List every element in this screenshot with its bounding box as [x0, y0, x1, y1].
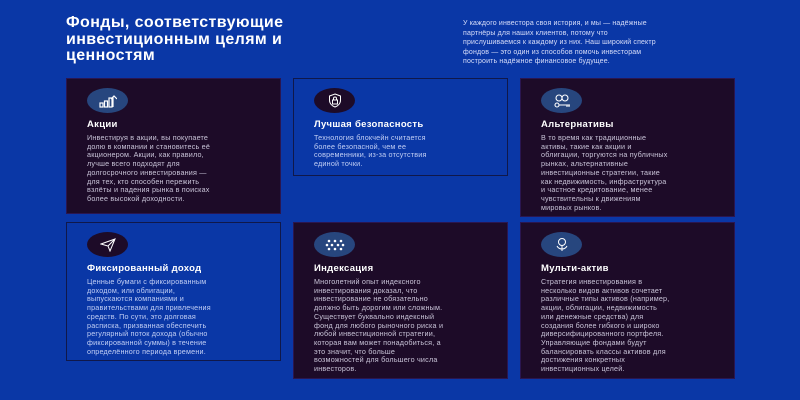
- description-line: В то время как традиционные: [541, 133, 647, 142]
- description-line: различные типы активов (например,: [541, 294, 670, 304]
- description-line: Многолетний опыт индексного: [314, 277, 421, 286]
- description-line: регулярный поток дохода (обычно: [87, 329, 208, 339]
- description-line: активы, такие как акции и: [541, 141, 632, 151]
- card-multi-asset[interactable]: [520, 222, 735, 379]
- description-line: любой инвестиционной стратегии,: [314, 329, 436, 339]
- description-line: более безопасной, чем ее: [314, 141, 407, 151]
- description-line: возможностей для большего числа: [314, 355, 438, 365]
- description-line: инвестирование не обязательно: [314, 294, 428, 304]
- chart-bars-icon: [87, 88, 128, 113]
- description-line: которая вам может понадобиться, а: [314, 337, 441, 347]
- description-line: должно быть дорогим или сложным.: [314, 303, 443, 313]
- card-title: Лучшая безопасность: [314, 119, 424, 130]
- title-line: Фонды, соответствующие: [66, 14, 284, 31]
- paper-plane-icon: [87, 232, 128, 257]
- description-line: современники, из-за отсутствия: [314, 150, 427, 160]
- description-line: Управляющие фондами будут: [541, 337, 647, 347]
- description-line: правительствами для привлечения: [87, 303, 211, 313]
- description-line: акции, облигации, недвижимость: [541, 303, 658, 313]
- intro-line: построить надёжное финансовое будущее.: [463, 58, 610, 65]
- description-line: инвестиционные стратегии, такие: [541, 167, 660, 177]
- card-description: [87, 134, 260, 204]
- description-line: несколько видов активов сочетает: [541, 285, 663, 295]
- description-line: Технология блокчейн считается: [314, 133, 426, 142]
- description-line: как недвижимость, инфраструктура: [541, 176, 667, 186]
- description-line: рынках, альтернативные: [541, 159, 629, 169]
- plant-coin-icon: [541, 232, 582, 257]
- description-line: инвестиционных целей.: [541, 364, 625, 374]
- description-line: создания более гибкого и широко: [541, 320, 660, 330]
- card-title: Альтернативы: [541, 119, 614, 130]
- description-line: инвесторов.: [314, 364, 357, 374]
- description-line: долгосрочного инвестирования —: [87, 167, 207, 177]
- card-description: [541, 134, 714, 212]
- description-line: Стратегия инвестирования в: [541, 277, 643, 286]
- intro-line: фондов — это один из способов помочь инвесторам: [463, 48, 642, 56]
- description-line: для тех, кто способен пережить: [87, 176, 200, 186]
- card-title: Фиксированный доход: [87, 263, 202, 274]
- description-line: доходом, или облигации,: [87, 285, 176, 295]
- description-line: мировых рынков.: [541, 202, 602, 212]
- description-line: выпускаются компаниями и: [87, 294, 184, 304]
- card-description: [541, 278, 714, 374]
- description-line: диверсифицированного портфеля.: [541, 329, 664, 339]
- intro-line: партнёры для наших клиентов, потому что: [463, 29, 608, 37]
- description-line: балансировать классы активов для: [541, 346, 666, 356]
- description-line: лучше всего подходят для: [87, 159, 180, 169]
- description-line: акционером. Акции, как правило,: [87, 150, 204, 160]
- description-line: определённого периода времени.: [87, 346, 206, 356]
- intro-line: прислушиваемся к каждому из них. Наш широкий спектр: [463, 39, 656, 46]
- description-line: инвестирования доказал, что: [314, 285, 418, 295]
- description-line: фиксированной суммы) в течение: [87, 337, 207, 347]
- intro-text: [463, 19, 656, 67]
- description-line: Ценные бумаги с фиксированным: [87, 277, 207, 286]
- card-title: Индексация: [314, 263, 374, 274]
- description-line: достижения конкретных: [541, 355, 626, 365]
- description-line: Существует буквально индексный: [314, 311, 435, 321]
- card-title: Акции: [87, 119, 118, 130]
- description-line: Инвестируя в акции, вы покупаете: [87, 133, 209, 142]
- description-line: расписка, призванная обеспечить: [87, 320, 207, 330]
- card-alternatives[interactable]: [520, 78, 735, 217]
- description-line: взлёты и падения рынка в поисках: [87, 185, 210, 195]
- description-line: это значит, что больше: [314, 346, 396, 356]
- card-fixed-income[interactable]: [66, 222, 281, 361]
- description-line: средств. По сути, это долговая: [87, 311, 196, 321]
- title-line: ценностям: [66, 47, 156, 64]
- card-security[interactable]: [293, 78, 508, 176]
- card-description: [314, 134, 487, 169]
- card-indexing[interactable]: [293, 222, 508, 379]
- description-line: единой точки.: [314, 159, 363, 169]
- network-icon: [314, 232, 355, 257]
- shield-lock-icon: [314, 88, 355, 113]
- intro-line: У каждого инвестора своя история, и мы — надёжные: [463, 20, 647, 27]
- description-line: облигации, торгуются на публичных: [541, 150, 668, 160]
- description-line: чувствительны к движениям: [541, 193, 641, 203]
- card-stocks[interactable]: [66, 78, 281, 214]
- description-line: фонд для любого рыночного риска и: [314, 320, 444, 330]
- card-description: [87, 278, 260, 356]
- description-line: долю в компании и становитесь её: [87, 141, 211, 151]
- card-title: Мульти-актив: [541, 263, 609, 274]
- description-line: и частное кредитование, менее: [541, 185, 653, 195]
- title-line: инвестиционным целям и: [66, 30, 283, 48]
- description-line: или денежные средства) для: [541, 311, 644, 321]
- key-infinity-icon: [541, 88, 582, 113]
- description-line: более высокой доходности.: [87, 193, 185, 203]
- card-description: [314, 278, 487, 374]
- page-title: [66, 15, 283, 65]
